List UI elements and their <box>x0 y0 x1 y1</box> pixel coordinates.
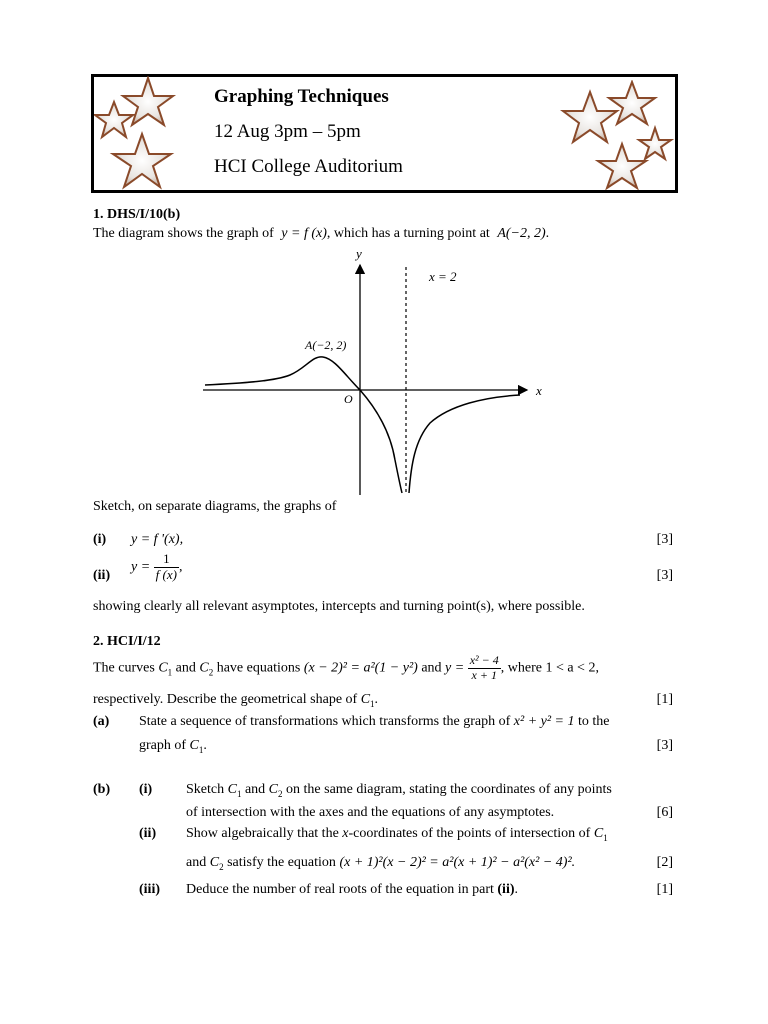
q2-bii-eq: (x + 1)²(x − 2)² = a²(x + 1)² − a²(x² − 4)². <box>339 855 576 870</box>
q2-bii-text2a: and <box>186 855 207 870</box>
q2-bii-label: (ii) <box>139 826 157 841</box>
header-venue: HCI College Auditorium <box>214 156 403 177</box>
q2-bi-marks: [6] <box>656 805 673 820</box>
star-icon <box>639 128 671 159</box>
q2-heading: 2. HCI/I/12 <box>93 634 161 649</box>
q2-a-text1: State a sequence of transformations which transforms the graph of <box>139 714 511 729</box>
q2-a-line2 <box>139 738 207 755</box>
q1-intro <box>93 226 549 242</box>
q2-line1-c1-sub: 1 <box>167 667 173 678</box>
q2-line1 <box>93 654 675 683</box>
stars-left-decoration <box>94 76 214 191</box>
stars-right-decoration <box>560 80 675 190</box>
q2-line2-text: respectively. Describe the geometrical shape of <box>93 692 358 707</box>
q2-line2 <box>93 692 378 709</box>
q2-eq2-den: x + 1 <box>471 667 497 682</box>
star-icon <box>609 82 655 124</box>
q2-line1-a: The curves <box>93 660 155 676</box>
q1-part-ii-lhs: y = <box>131 559 151 575</box>
asymptote-label: x = 2 <box>429 269 457 284</box>
q1-part-ii-expr <box>131 552 182 583</box>
q2-eq2-fraction <box>468 654 501 683</box>
q2-a-label: (a) <box>93 714 110 729</box>
q2-eq1: (x − 2)² = a²(1 − y²) <box>303 660 418 676</box>
q2-bi-c1: C <box>227 782 237 797</box>
q2-line2-marks: [1] <box>656 692 673 707</box>
star-icon <box>598 144 646 188</box>
q2-line1-where: , where 1 < a < 2, <box>500 660 599 676</box>
header-title: Graphing Techniques <box>214 86 389 107</box>
q1-part-ii-end: , <box>178 559 183 575</box>
q2-a-c: C <box>189 738 199 753</box>
q1-part-ii-num: 1 <box>154 552 179 568</box>
star-icon <box>95 102 133 137</box>
q2-bii-text1b: -coordinates of the points of intersection of <box>348 826 591 841</box>
q1-intro-end: . <box>545 226 550 241</box>
y-axis-label: y <box>356 246 362 261</box>
q2-biii-label: (iii) <box>139 882 160 897</box>
q2-bi-and: and <box>244 782 266 797</box>
q1-part-i-label: (i) <box>93 532 107 547</box>
q2-bii-c: C <box>593 826 604 841</box>
origin-label: O <box>344 392 353 406</box>
q2-biii-marks: [1] <box>656 882 673 897</box>
q1-sketch-text: Sketch, on separate diagrams, the graphs of <box>93 499 337 514</box>
q2-line2-sub: 1 <box>370 698 375 709</box>
q2-bi-c2: C <box>268 782 279 797</box>
q2-a-to: to the <box>578 714 610 729</box>
q2-bii-line1 <box>186 826 608 843</box>
q2-line1-b: have equations <box>216 660 301 676</box>
q2-bi-line1 <box>186 782 612 799</box>
x-axis-label: x <box>536 383 542 398</box>
q2-line1-c1: C <box>158 660 168 676</box>
q1-part-ii-den: f (x) <box>155 566 177 582</box>
q1-intro-point: A(−2, 2) <box>497 226 546 241</box>
q1-intro-func: y = f (x) <box>281 226 327 241</box>
q2-bii-marks: [2] <box>656 855 673 870</box>
q2-a-sub: 1 <box>198 744 204 755</box>
q2-biii-ref: (ii) <box>497 882 515 897</box>
q2-bi-text1a: Sketch <box>186 782 225 797</box>
q2-bii-line2 <box>186 855 575 872</box>
curve-right-branch <box>409 395 520 493</box>
q2-bi-text1b: on the same diagram, stating the coordinates of any points <box>286 782 612 797</box>
q1-intro-b: , which has a turning point at <box>326 226 490 241</box>
q1-part-ii-fraction <box>154 552 179 583</box>
q2-biii-end: . <box>514 882 518 897</box>
q2-bii-c-sub: 1 <box>603 832 608 843</box>
q2-line1-c2-sub: 2 <box>208 667 214 678</box>
q2-bi-c2-sub: 2 <box>278 788 283 799</box>
q2-b-label: (b) <box>93 782 111 797</box>
q2-line1-c2: C <box>199 660 209 676</box>
header-datetime: 12 Aug 3pm – 5pm <box>214 121 361 142</box>
q2-bi-label: (i) <box>139 782 153 797</box>
star-icon <box>113 134 171 187</box>
q2-bi-text2: of intersection with the axes and the equations of any asymptotes. <box>186 805 555 820</box>
q1-part-i-expr: y = f '(x), <box>131 532 184 547</box>
q2-a-end: . <box>203 738 207 753</box>
q1-heading: 1. DHS/I/10(b) <box>93 207 181 222</box>
q2-a-line1 <box>139 714 610 730</box>
q2-line1-and: and <box>175 660 196 676</box>
q2-line1-and2: and <box>421 660 442 676</box>
q2-a-marks: [3] <box>656 738 673 753</box>
q1-part-ii-label: (ii) <box>93 568 111 583</box>
q1-showing-text: showing clearly all relevant asymptotes, intercepts and turning point(s), where possible. <box>93 599 585 614</box>
q2-line2-end: . <box>374 692 379 707</box>
q2-biii-text: Deduce the number of real roots of the equation in part <box>186 882 494 897</box>
q2-a-text2: graph of <box>139 738 187 753</box>
q2-bii-x: x <box>342 826 349 841</box>
q2-bii-c2: C <box>209 855 220 870</box>
q1-graph <box>195 245 565 500</box>
q1-part-i-marks: [3] <box>656 532 673 547</box>
star-icon <box>563 92 617 142</box>
turning-point-label: A(−2, 2) <box>305 338 347 352</box>
q2-bii-text1: Show algebraically that the <box>186 826 339 841</box>
q2-bii-text2b: satisfy the equation <box>227 855 336 870</box>
q2-eq2-num: x² − 4 <box>469 653 499 667</box>
curve-left-branch <box>205 357 402 493</box>
q2-bii-c2-sub: 2 <box>219 861 224 872</box>
q2-eq2-lhs: y = <box>445 660 465 676</box>
q1-part-ii-marks: [3] <box>656 568 673 583</box>
q2-line2-c: C <box>360 692 371 707</box>
q1-intro-a: The diagram shows the graph of <box>93 226 274 241</box>
q2-biii-line <box>186 882 518 898</box>
q2-a-eq: x² + y² = 1 <box>513 714 575 729</box>
q2-bi-c1-sub: 1 <box>236 788 242 799</box>
